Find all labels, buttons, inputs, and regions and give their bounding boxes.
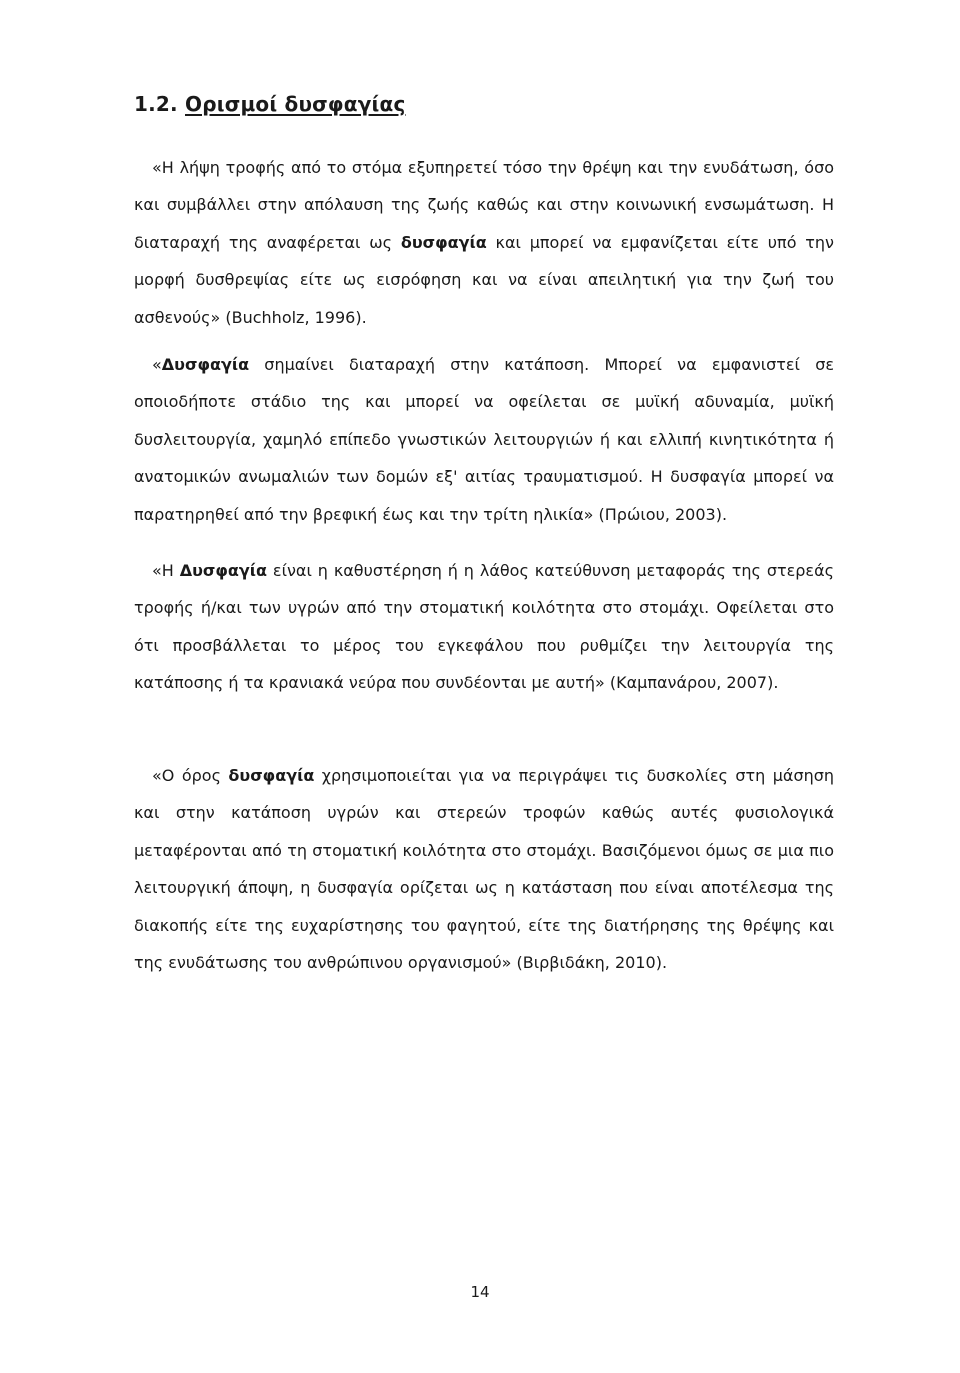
paragraph-3-content [134,552,834,702]
paragraph-3-bold-term: Δυσφαγία [179,561,268,580]
paragraph-2 [134,346,834,533]
paragraph-1-text-before: «Η λήψη τροφής από το στόμα εξυπηρετεί τόσο την θρέψη και την ενυδάτωση, όσο και συμβάλλει στην απόλαυση της ζωής καθώς και στην κοινωνική ενσωμάτωση. Η διαταραχή της αναφέρεται ως [134,158,834,252]
paragraph-4-bold-term: δυσφαγία [228,766,315,785]
paragraph-4-text-after: χρησιμοποιείται για να περιγράψει τις δυσκολίες στη μάσηση και στην κατάποση υγρών και στερεών τροφών καθώς αυτές φυσιολογικά μεταφέρονται από τη στοματική κοιλότητα στο στομάχι. Βασιζόμενοι όμως σε μια πιο λειτουργική άποψη, η δυσφαγία ορίζεται ως η κατάσταση που είναι αποτέλεσμα της διακοπής είτε της ευχαρίστησης του φαγητού, είτε της διατήρησης της θρέψης και της ενυδάτωσης του ανθρώπινου οργανισμού» (Βιρβιδάκη, 2010). [134,766,835,973]
paragraph-4-content [134,757,834,981]
section-number: 1.2. [134,92,178,116]
paragraph-2-content [134,346,834,533]
paragraph-2-text-after: σημαίνει διαταραχή στην κατάποση. Μπορεί να εμφανιστεί σε οποιοδήποτε στάδιο της και μπορεί να οφείλεται σε μυϊκή αδυναμία, μυϊκή δυσλειτουργία, χαμηλό επίπεδο γνωστικών λειτουργιών ή και ελλιπή κινητικότητα ή ανατομικών ανωμαλιών των δομών εξ' αιτίας τραυματισμού. Η δυσφαγία μπορεί να παρατηρηθεί από την βρεφική έως και την τρίτη ηλικία» (Πρώιου, 2003). [134,355,834,524]
paragraph-2-bold-term: Δυσφαγία [161,355,250,374]
paragraph-3 [134,552,834,702]
paragraph-3-text-before: «Η [152,561,180,580]
paragraph-4-text-before: «Ο όρος [152,766,229,785]
paragraph-1-text-after: και μπορεί να εμφανίζεται είτε υπό την μορφή δυσθρεψίας είτε ως εισρόφηση και να είναι απειλητική για την ζωή του ασθενούς» (Buchholz, 1996). [134,232,834,327]
section-heading [134,92,406,116]
paragraph-1 [134,149,834,336]
paragraph-1-bold-term: δυσφαγία [400,232,487,252]
paragraph-2-text-before: « [152,355,162,374]
section-title: Ορισμοί δυσφαγίας [185,92,406,116]
paragraph-1-content [134,149,834,336]
paragraph-4 [134,757,834,981]
page-number: 14 [470,1283,490,1301]
paragraph-3-text-after: είναι η καθυστέρηση ή η λάθος κατεύθυνση μεταφοράς της στερεάς τροφής ή/και των υγρών από την στοματική κοιλότητα στο στομάχι. Οφείλεται στο ότι προσβάλλεται το μέρος του εγκεφάλου που ρυθμίζει την λειτουργία της κατάποσης ή τα κρανιακά νεύρα που συνδέονται με αυτή» (Καμπανάρου, 2007). [134,561,835,693]
